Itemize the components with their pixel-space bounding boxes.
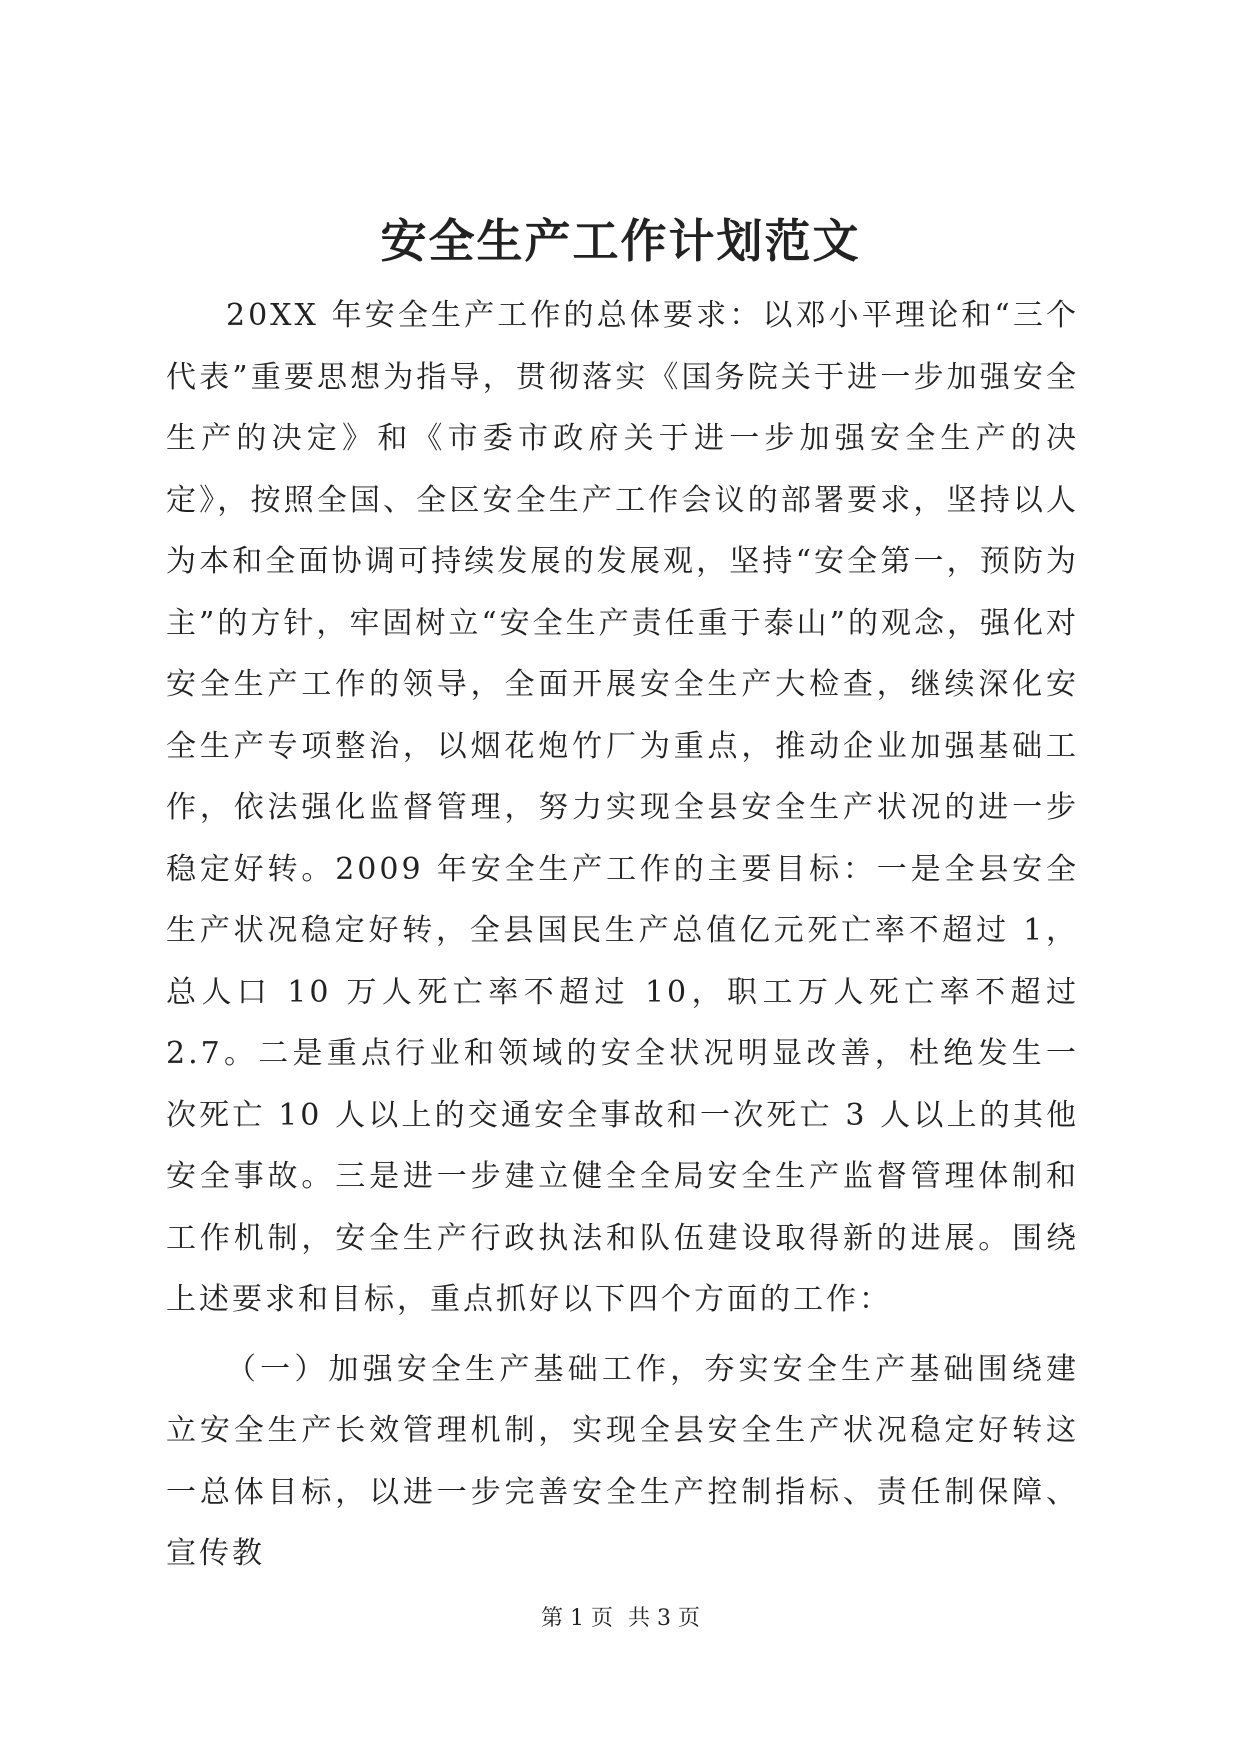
paragraph-2: （一）加强安全生产基础工作，夯实安全生产基础围绕建立安全生产长效管理机制，实现全县安全生产状况稳定好转这一总体目标，以进一步完善安全生产控制指标、责任制保障、宣传教 bbox=[166, 1351, 1079, 1571]
page-number: 第 1 页 bbox=[541, 1606, 613, 1631]
document-body bbox=[166, 285, 1079, 1585]
document-title: 安全生产工作计划范文 bbox=[380, 214, 861, 268]
page-total: 共 3 页 bbox=[628, 1606, 700, 1631]
paragraph-1: 20XX 年安全生产工作的总体要求：以邓小平理论和“三个代表”重要思想为指导，贯彻落实《国务院关于进一步加强安全生产的决定》和《市委市政府关于进一步加强安全生产的决定》，按照全国、全区安全生产工作会议的部署要求，坚持以人为本和全面协调可持续发展的发展观，坚持“安全第一，预防为主”的方针，牢固树立“安全生产责任重于泰山”的观念，强化对安全生产工作的领导，全面开展安全生产大检查，继续深化安全生产专项整治，以烟花炮竹厂为重点，推动企业加强基础工作，依法强化监督管理，努力实现全县安全生产状况的进一步稳定好转。2009 年安全生产工作的主要目标：一是全县安全生产状况稳定好转，全县国民生产总值亿元死亡率不超过 1，总人口 10 万人死亡率不超过 10，职工万人死亡率不超过 2.7。二是重点行业和领域的安全状况明显改善，杜绝发生一次死亡 10 人以上的交通安全事故和一次死亡 3 人以上的其他安全事故。三是进一步建立健全全局安全生产监督管理体制和工作机制，安全生产行政执法和队伍建设取得新的进展。围绕上述要求和目标，重点抓好以下四个方面的工作： bbox=[166, 298, 1080, 1317]
page-footer bbox=[0, 1608, 1241, 1630]
